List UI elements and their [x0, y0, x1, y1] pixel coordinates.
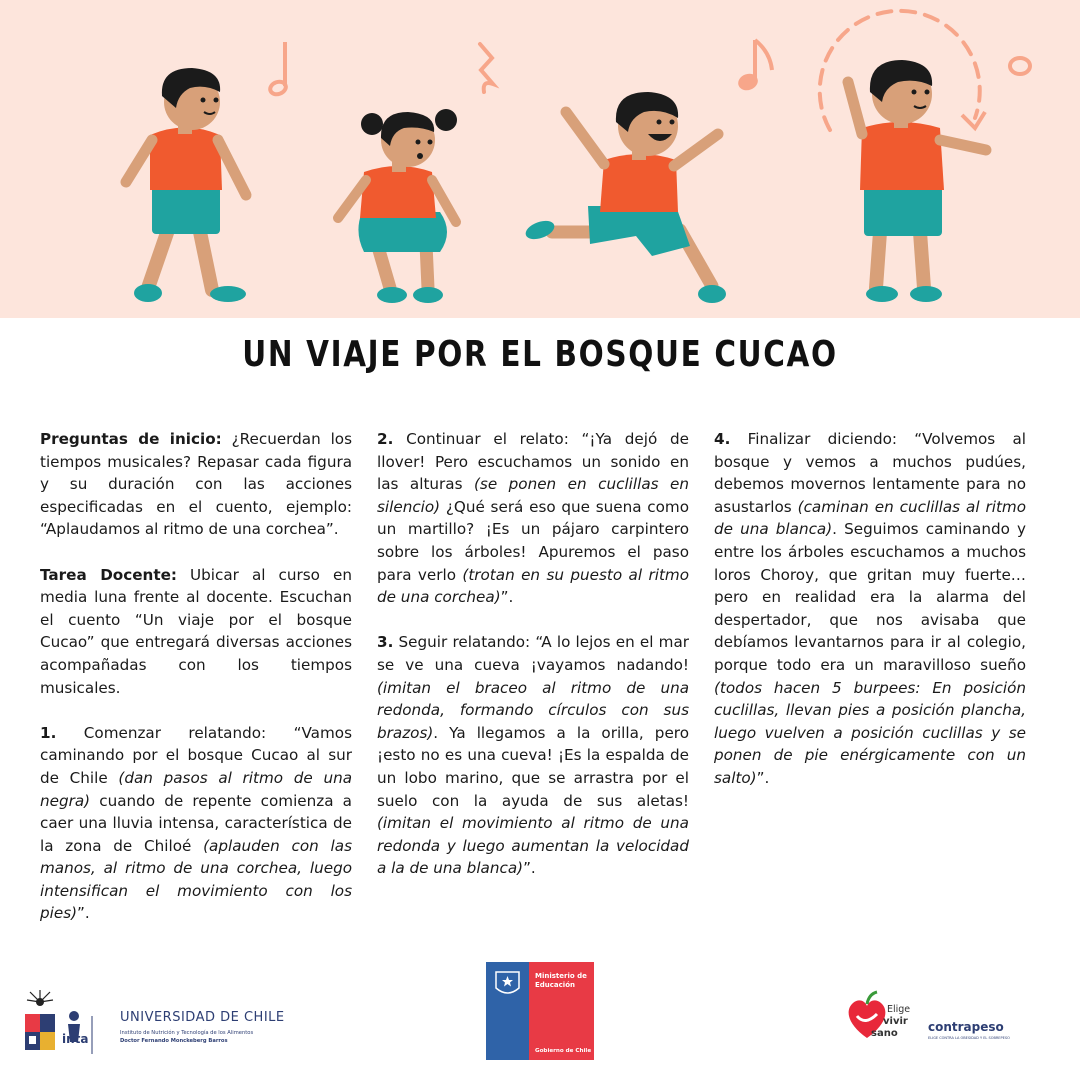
step-2-text: Continuar el relato: “¡Ya dejó de llover! Pero escuchamos un sonido en las alturas — [377, 430, 689, 494]
inta-founder: Doctor Fernando Monckeberg Barros — [120, 1038, 228, 1044]
ministerio-educacion-logo — [486, 962, 594, 1060]
step-2-paragraph — [377, 428, 689, 609]
sano-word: sano — [871, 1028, 898, 1039]
chile-coat-of-arms-icon — [486, 962, 529, 1002]
intro-label: Preguntas de inicio: — [40, 430, 222, 448]
whole-note-icon — [1010, 58, 1030, 74]
header-banner — [0, 0, 1080, 318]
gobierno-de-chile-label: Gobierno de Chile — [535, 1048, 592, 1054]
step-3-action: (imitan el braceo al ritmo de una redonda, formando círculos con sus brazos) — [377, 678, 689, 742]
intro-paragraph — [40, 428, 352, 541]
task-label: Tarea Docente: — [40, 565, 177, 584]
task-text: Ubicar al curso en media luna frente al docente. Escuchan el cuento “Un viaje por el bosque Cucao” que entregará diversas acciones acompañadas con los tiempos musicales. — [40, 565, 352, 697]
step-3-action-2: (imitan el movimiento al ritmo de una redonda y luego aumentan la velocidad a la de una blanca) — [377, 814, 689, 878]
uchile-name: UNIVERSIDAD DE CHILE — [120, 1010, 285, 1025]
step-4-number: 4. — [714, 430, 731, 448]
elige-vivir-sano-logo — [843, 986, 933, 1046]
universidad-de-chile-logo — [22, 990, 285, 1060]
page-title: UN VIAJE POR EL BOSQUE CUCAO — [242, 334, 838, 375]
step-3-number: 3. — [377, 633, 394, 652]
step-1-action: (dan pasos al ritmo de una negra) — [40, 768, 352, 810]
task-paragraph — [40, 564, 352, 700]
text-column-2 — [377, 428, 689, 880]
step-1-paragraph — [40, 722, 352, 925]
contrapeso-wordmark: contrapeso — [928, 1020, 1004, 1034]
child-squatting — [338, 109, 457, 303]
step-1-end: ”. — [77, 904, 90, 923]
child-jumping — [523, 92, 726, 303]
step-1-text: Comenzar relatando: “Vamos caminando por el bosque Cucao al sur de Chile — [40, 723, 352, 787]
step-2-end: ”. — [500, 588, 514, 607]
step-4-text: Finalizar diciendo: “Volvemos al bosque y vemos a muchos pudúes, debemos movernos lentamente para no asustarlos — [714, 430, 1026, 516]
step-3-text-cont: . Ya llegamos a la orilla, pero ¡esto no es una cueva! ¡Es la espalda de un lobo marino, que se arrastra por el suelo con la ayuda de sus aletas! — [377, 723, 689, 810]
contrapeso-logo — [926, 1018, 1016, 1044]
child-walking — [126, 68, 246, 302]
mineduc-blue-band — [486, 962, 529, 1060]
step-4-action-2: (todos hacen 5 burpees: En posición cuclillas, llevan pies a posición plancha, luego vuelven a posición cuclillas y se ponen de pie enérgicamente con un salto) — [714, 678, 1026, 787]
step-1-action-2: (aplauden con las manos, al ritmo de una corchea, luego intensifican el movimiento con los pies) — [40, 836, 352, 923]
uchile-emblem-icon — [22, 990, 118, 1060]
step-4-paragraph — [714, 428, 1026, 790]
step-2-action: (se ponen en cuclillas en silencio) — [377, 475, 689, 516]
step-4-action: (caminan en cuclillas al ritmo de una blanca) — [714, 497, 1027, 539]
quarter-rest-icon — [480, 44, 493, 92]
step-1-text-cont: cuando de repente comienza a caer una lluvia intensa, característica de la zona de Chiloé — [40, 791, 352, 855]
intro-text: ¿Recuerdan los tiempos musicales? Repasar cada figura y su duración con las acciones especificadas en el cuento, ejemplo: “Aplaudamos al ritmo de una corchea”. — [40, 430, 352, 539]
contrapeso-tagline: ELIGE CONTRA LA OBESIDAD Y EL SOBREPESO — [928, 1036, 1010, 1040]
step-4-text-cont: . Seguimos caminando y entre los árboles escuchamos a muchos loros Choroy, que gritan muy fuerte… pero en realidad era la alarma del despertador, que nos avisaba que debíamos levantarnos para ir al colegio, porque todo era un maravilloso sueño — [714, 520, 1026, 674]
text-column-3 — [714, 428, 1026, 790]
mineduc-line-1: Ministerio de — [535, 972, 587, 980]
child-arm-circles — [848, 60, 986, 302]
step-2-number: 2. — [377, 430, 394, 448]
arrow-head-icon — [962, 112, 985, 128]
step-3-paragraph — [377, 631, 689, 880]
inta-wordmark: inta — [62, 1032, 89, 1046]
eighth-note-icon — [738, 40, 772, 90]
inta-subtitle: Instituto de Nutrición y Tecnología de los Alimentos — [120, 1030, 254, 1036]
mineduc-line-2: Educación — [535, 981, 575, 989]
elige-word: Elige — [887, 1004, 911, 1015]
vivir-word: vivir — [883, 1016, 908, 1027]
text-column-1 — [40, 428, 352, 925]
step-2-text-cont: ¿Qué será eso que suena como un martillo? ¡Es un pájaro carpintero sobre los árboles! Apuremos el paso para verlo — [377, 497, 689, 584]
step-2-action-2: (trotan en su puesto al ritmo de una corchea) — [377, 565, 689, 607]
step-3-end: ”. — [523, 859, 536, 878]
step-1-number: 1. — [40, 723, 57, 742]
step-3-text: Seguir relatando: “A lo lejos en el mar se ve una cueva ¡vayamos nadando! — [377, 633, 689, 674]
step-4-end: ”. — [756, 768, 770, 787]
dancing-children-illustration — [0, 0, 1080, 318]
half-note-icon — [268, 42, 287, 96]
